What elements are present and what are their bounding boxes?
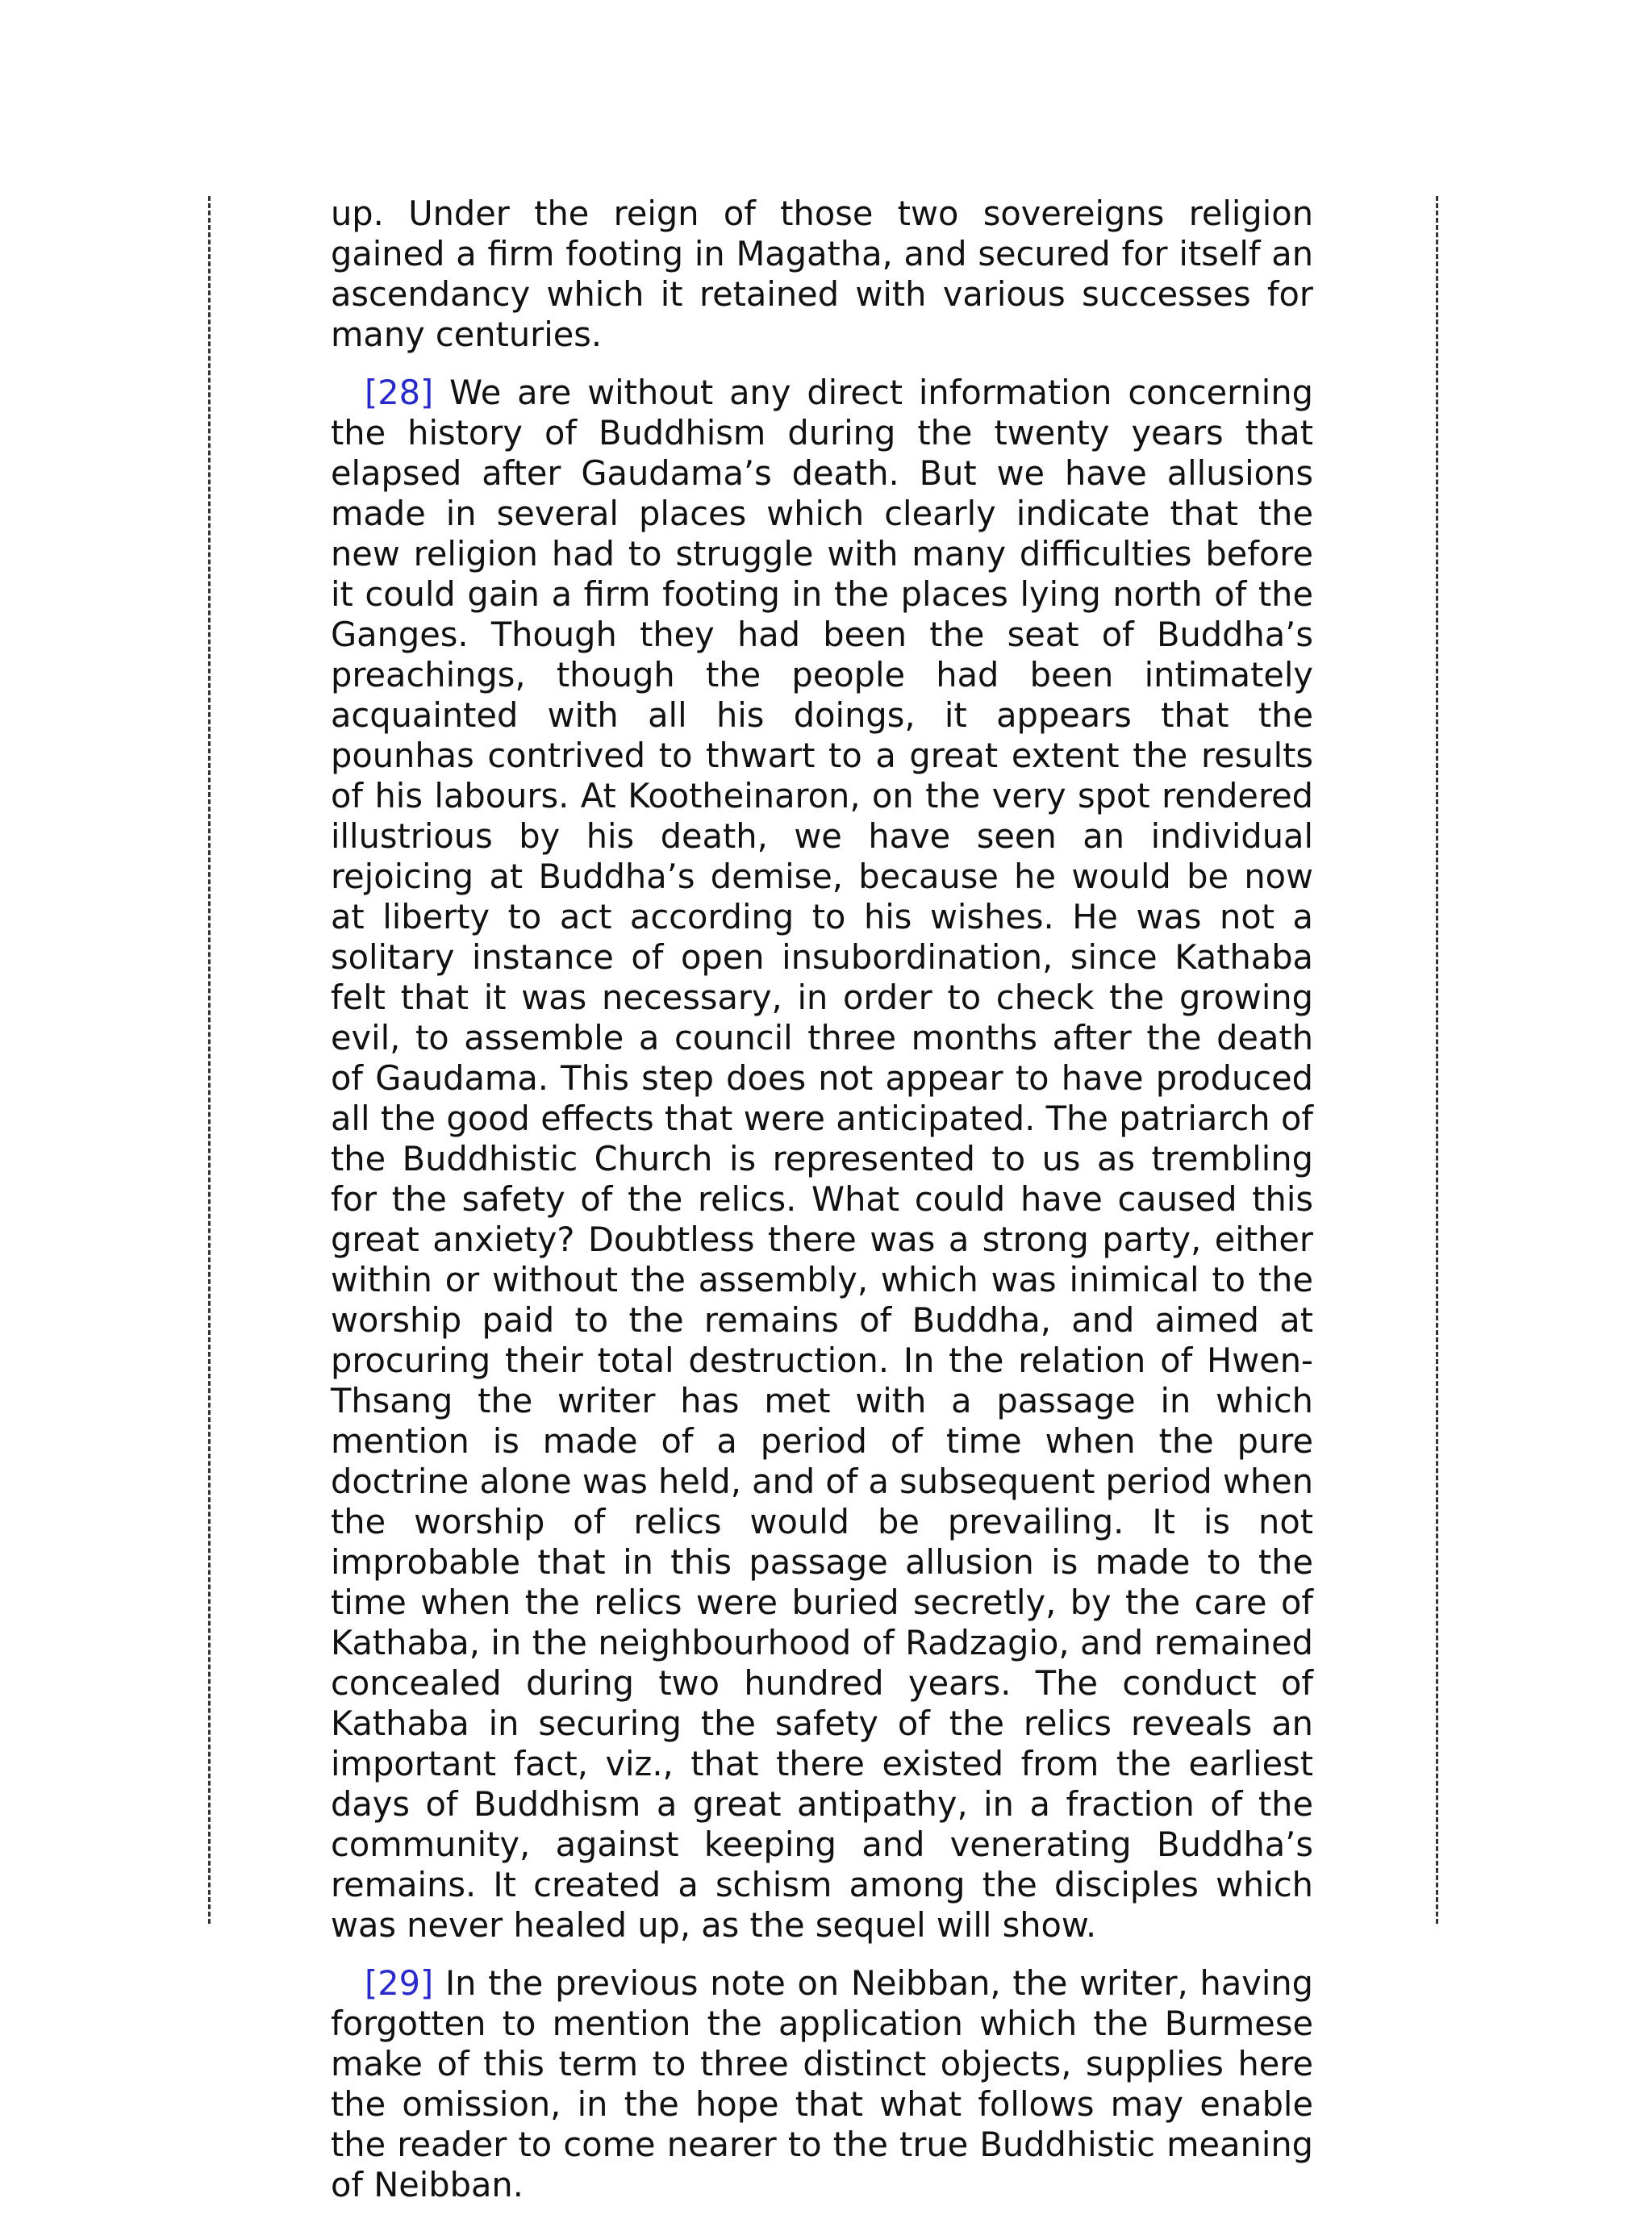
note-29-paragraph [331,1963,1313,2205]
paragraph-text: up. Under the reign of those two sovereigns religion gained a firm footing in Magatha, and secured for itself an ascendancy which it retained with various successes for many centuries. [331,194,1313,354]
text-column [331,194,1313,2223]
paragraph-continuation [331,194,1313,355]
paragraph-text: In the previous note on Neibban, the writer, having forgotten to mention the application which the Burmese make of this term to three distinct objects, supplies here the omission, in the hope that what follows may enable the reader to come nearer to the true Buddhistic meaning of Neibban. [331,1963,1313,2204]
note-ref-28-link[interactable]: [28] [365,373,434,412]
left-margin-line [208,196,211,1924]
note-ref-29-link[interactable]: [29] [365,1963,434,2003]
right-margin-line [1436,196,1438,1924]
note-28-paragraph [331,373,1313,1946]
paragraph-text: We are without any direct information concerning the history of Buddhism during the twenty years that elapsed after Gaudama’s death. But we have allusions made in several places which clearly indicate that the new religion had to struggle with many difficulties before it could gain a firm footing in the places lying north of the Ganges. Though they had been the seat of Buddha’s preachings, though the people had been intimately acquainted with all his doings, it appears that the pounhas contrived to thwart to a great extent the results of his labours. At Kootheinaron, on the very spot rendered illustrious by his death, we have seen an individual rejoicing at Buddha’s demise, because he would be now at liberty to act according to his wishes. He was not a solitary instance of open insubordination, since Kathaba felt that it was necessary, in order to check the growing evil, to assemble a council three months after the death of Gaudama. This step does not appear to have produced all the good effects that were anticipated. The patriarch of the Buddhistic Church is represented to us as trembling for the safety of the relics. What could have caused this great anxiety? Doubtless there was a strong party, either within or without the assembly, which was inimical to the worship paid to the remains of Buddha, and aimed at procuring their total destruction. In the relation of Hwen-Thsang the writer has met with a passage in which mention is made of a period of time when the pure doctrine alone was held, and of a subsequent period when the worship of relics would be prevailing. It is not improbable that in this passage allusion is made to the time when the relics were buried secretly, by the care of Kathaba, in the neighbourhood of Radzagio, and remained concealed during two hundred years. The conduct of Kathaba in securing the safety of the relics reveals an important fact, viz., that there existed from the earliest days of Buddhism a great antipathy, in a fraction of the community, against keeping and venerating Buddha’s remains. It created a schism among the disciples which was never healed up, as the sequel will show. [331,373,1314,1945]
